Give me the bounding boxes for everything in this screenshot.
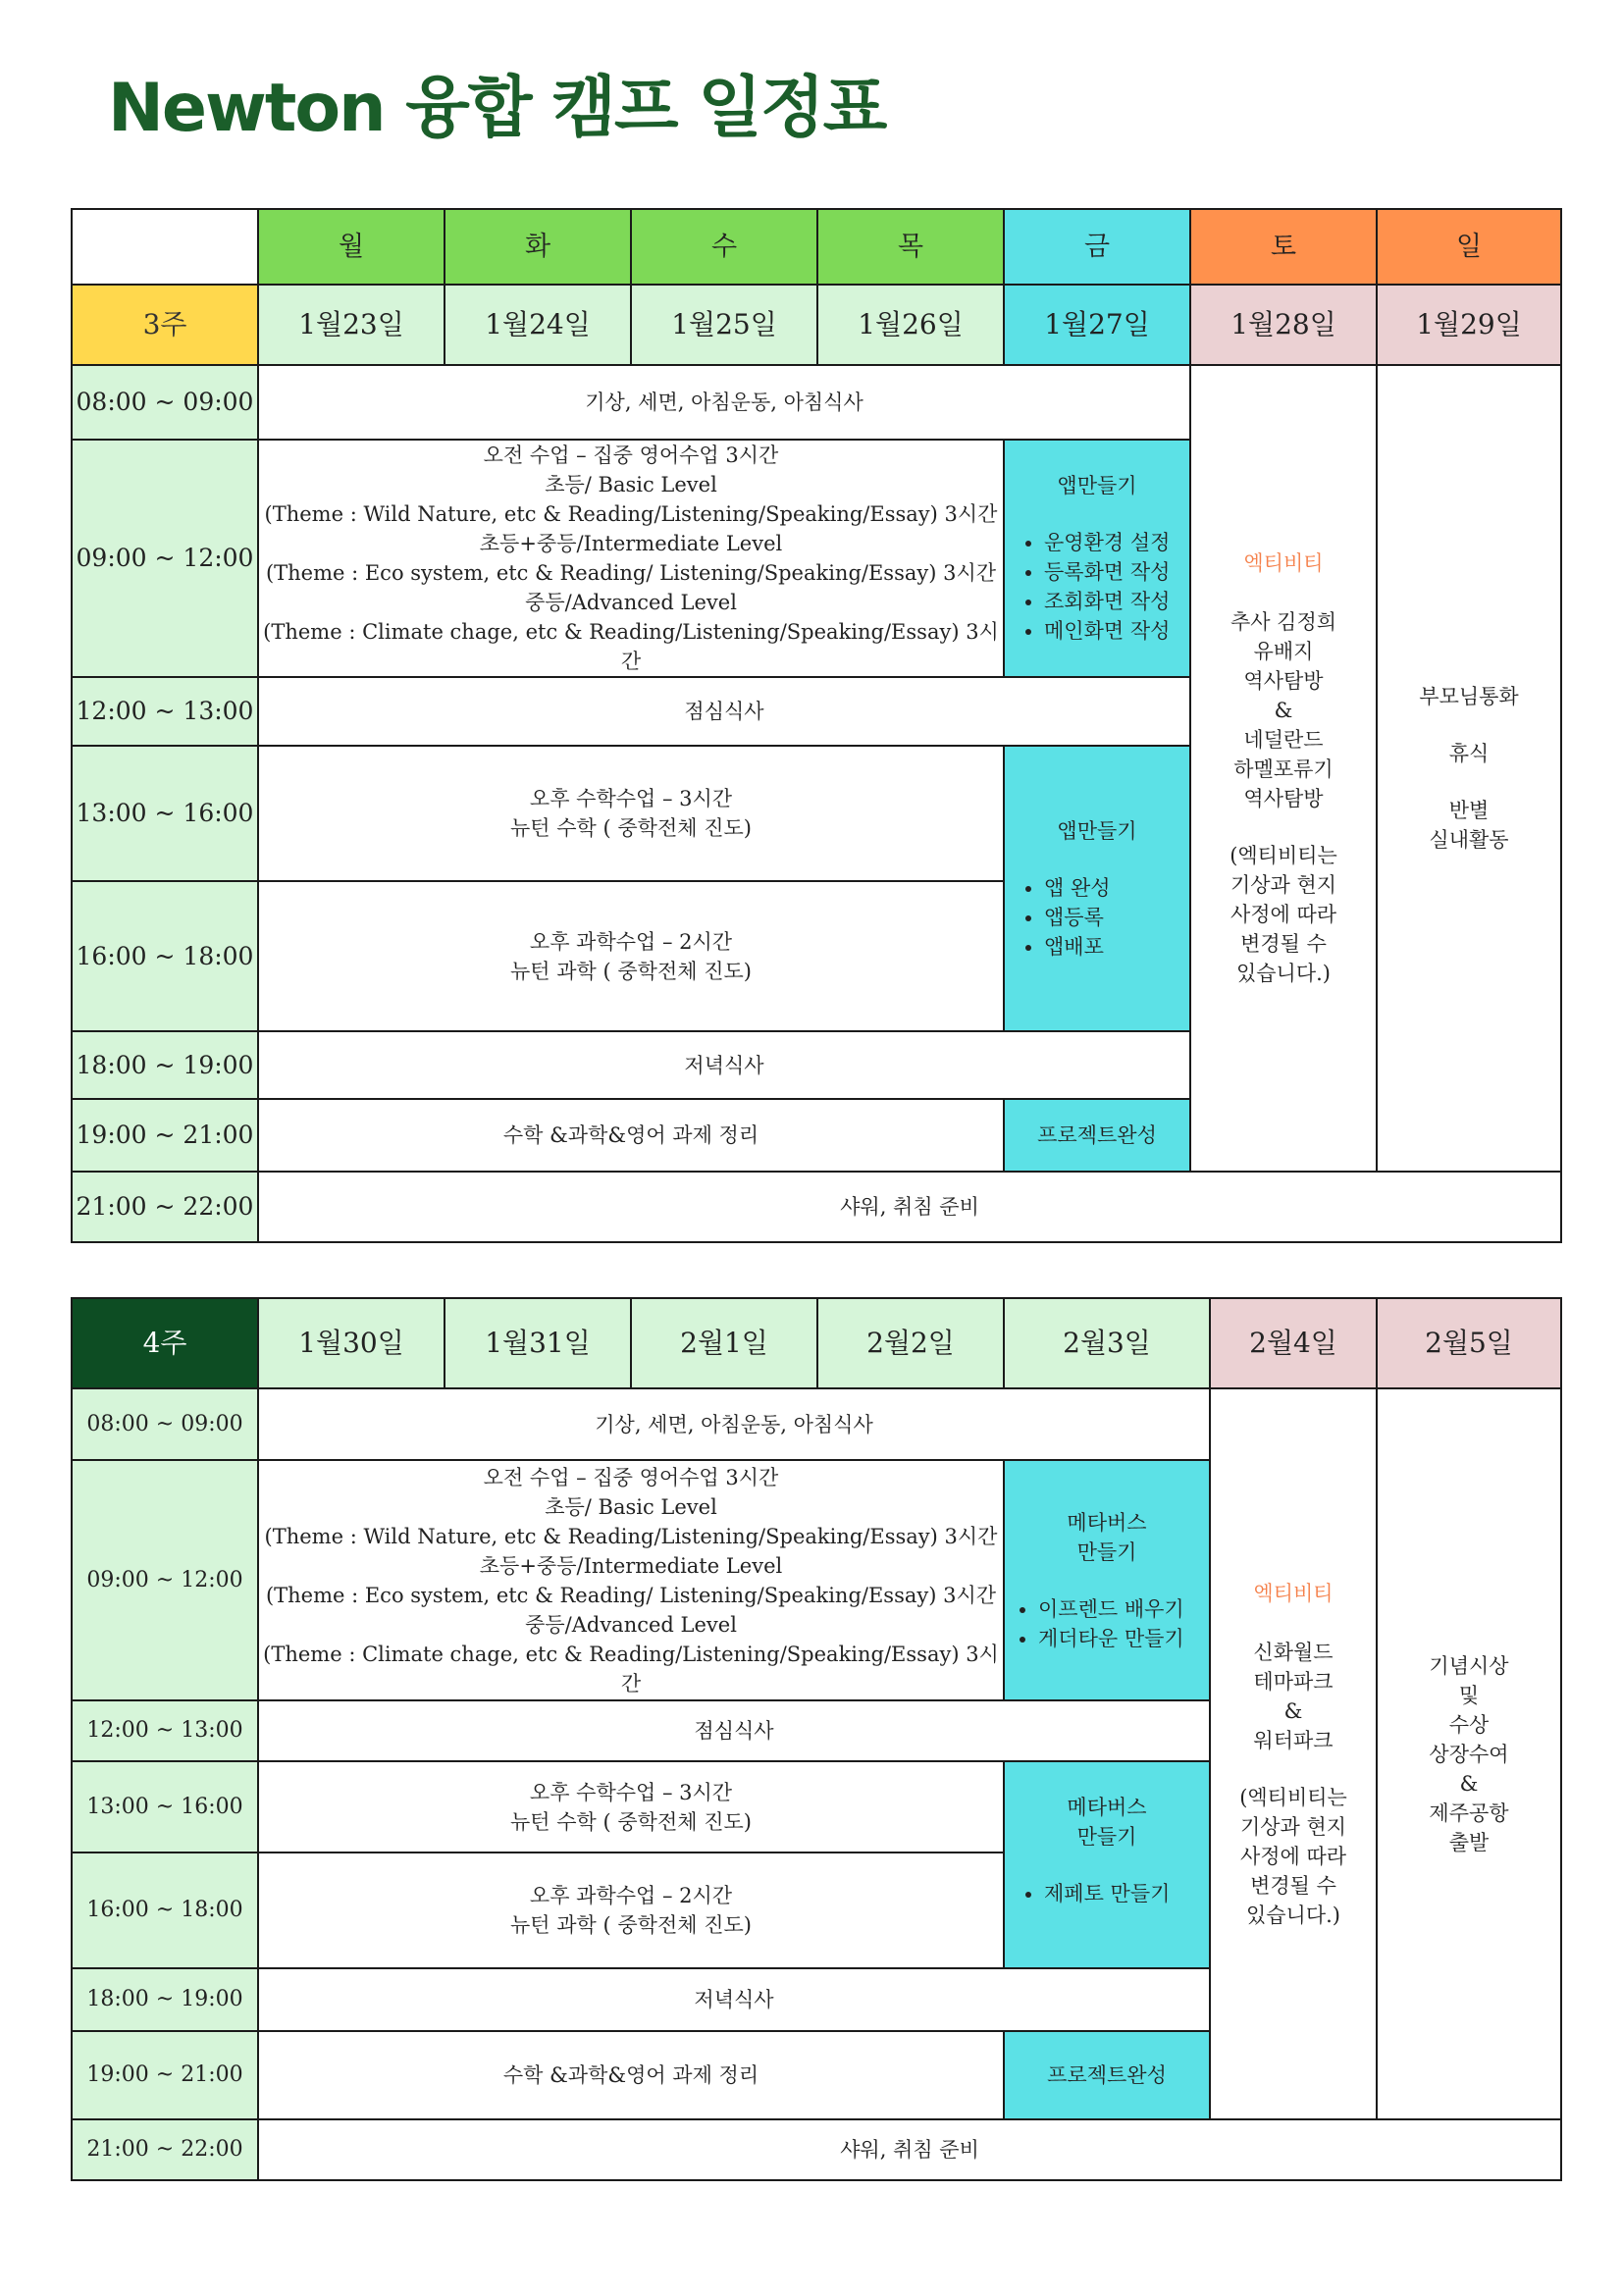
friday-metaverse-cell xyxy=(1004,1460,1210,1700)
project-cell: 프로젝트완성 xyxy=(1004,1099,1190,1172)
date-cell: 1월26일 xyxy=(817,285,1004,365)
time-row xyxy=(72,2119,1561,2180)
time-cell: 21:00 ~ 22:00 xyxy=(72,2119,258,2180)
activity-line: 테마파크 xyxy=(1253,1669,1334,1694)
math-class-cell xyxy=(258,746,1004,881)
science-class-cell xyxy=(258,1852,1004,1968)
morning-line: 초등+중등/Intermediate Level xyxy=(479,1553,783,1578)
activity-line: 유배지 xyxy=(1253,640,1314,663)
friday-metaverse-title: 메타버스 xyxy=(1067,1795,1147,1819)
time-cell: 19:00 ~ 21:00 xyxy=(72,2031,258,2119)
morning-class-cell xyxy=(258,440,1004,677)
sunday-line: 상장수여 xyxy=(1429,1742,1509,1766)
friday-app-cell xyxy=(1004,440,1190,677)
day-fri: 금 xyxy=(1004,209,1190,285)
dinner-cell: 저녁식사 xyxy=(258,1968,1210,2031)
time-cell: 19:00 ~ 21:00 xyxy=(72,1099,258,1172)
morning-line: 중등/Advanced Level xyxy=(525,591,737,614)
week4-schedule-table xyxy=(71,1297,1562,2181)
corner-cell xyxy=(72,209,258,285)
activity-note: 있습니다.) xyxy=(1245,1903,1340,1927)
friday-app-title: 앱만들기 xyxy=(1057,474,1137,497)
time-cell: 12:00 ~ 13:00 xyxy=(72,1700,258,1761)
friday-app-complete-cell xyxy=(1004,746,1190,1031)
shower-cell: 샤워, 취침 준비 xyxy=(258,1172,1561,1242)
math-class-cell xyxy=(258,1761,1004,1852)
list-item: • 게더타운 만들기 xyxy=(1038,1624,1209,1653)
activity-note: 있습니다.) xyxy=(1235,962,1331,985)
activity-line: & xyxy=(1283,1698,1303,1723)
week3-schedule-table xyxy=(71,208,1562,1243)
time-cell: 18:00 ~ 19:00 xyxy=(72,1031,258,1099)
date-cell: 1월25일 xyxy=(631,285,817,365)
sunday-line: 휴식 xyxy=(1448,742,1490,765)
friday-app-list xyxy=(1005,873,1189,962)
science-line: 뉴턴 과학 ( 중학전체 진도) xyxy=(510,1913,752,1937)
morning-line: (Theme : Wild Nature, etc & Reading/Listening/Speaking/Essay) 3시간 xyxy=(264,1524,998,1548)
list-item: • 앱등록 xyxy=(1044,903,1189,932)
morning-line: (Theme : Climate chage, etc & Reading/Listening/Speaking/Essay) 3시간 xyxy=(263,620,999,673)
time-row xyxy=(72,1172,1561,1242)
list-item: • 제페토 만들기 xyxy=(1044,1879,1209,1908)
list-item: • 등록화면 작성 xyxy=(1044,557,1189,587)
activity-note: 사정에 따라 xyxy=(1239,1844,1347,1868)
date-cell: 2월2일 xyxy=(817,1298,1004,1388)
shower-cell: 샤워, 취침 준비 xyxy=(258,2119,1561,2180)
morning-line: (Theme : Wild Nature, etc & Reading/Listening/Speaking/Essay) 3시간 xyxy=(264,502,998,526)
friday-metaverse-title: 메타버스 xyxy=(1067,1510,1147,1535)
activity-line: 네덜란드 xyxy=(1243,728,1324,752)
science-line: 뉴턴 과학 ( 중학전체 진도) xyxy=(510,959,752,983)
activity-line: 신화월드 xyxy=(1253,1640,1334,1664)
sunday-line: 수상 xyxy=(1448,1712,1490,1737)
sunday-line: 출발 xyxy=(1448,1830,1490,1854)
morning-line: (Theme : Climate chage, etc & Reading/Listening/Speaking/Essay) 3시간 xyxy=(263,1642,999,1696)
friday-metaverse-title: 만들기 xyxy=(1076,1539,1137,1564)
activity-line: 역사탐방 xyxy=(1243,669,1324,693)
activity-note: 사정에 따라 xyxy=(1230,903,1337,926)
friday-metaverse-title: 만들기 xyxy=(1076,1824,1137,1849)
activity-line: 역사탐방 xyxy=(1243,787,1324,810)
date-cell: 1월23일 xyxy=(258,285,445,365)
wake-cell: 기상, 세면, 아침운동, 아침식사 xyxy=(258,1388,1210,1460)
activity-note: 기상과 현지 xyxy=(1230,873,1337,897)
morning-line: 오전 수업 – 집중 영어수업 3시간 xyxy=(483,1465,779,1489)
science-line: 오후 과학수업 – 2시간 xyxy=(529,1884,733,1907)
math-line: 뉴턴 수학 ( 중학전체 진도) xyxy=(510,1809,752,1834)
list-item: • 운영환경 설정 xyxy=(1044,528,1189,557)
activity-line: 추사 김정희 xyxy=(1230,610,1337,634)
math-line: 뉴턴 수학 ( 중학전체 진도) xyxy=(510,816,752,840)
morning-line: (Theme : Eco system, etc & Reading/ Listening/Speaking/Essay) 3시간 xyxy=(265,1583,997,1607)
sunday-line: 실내활동 xyxy=(1429,828,1509,852)
time-cell: 09:00 ~ 12:00 xyxy=(72,1460,258,1700)
morning-line: 초등/ Basic Level xyxy=(545,473,717,496)
sunday-cell xyxy=(1377,1388,1561,2119)
time-cell: 08:00 ~ 09:00 xyxy=(72,1388,258,1460)
day-header-row xyxy=(72,209,1561,285)
date-cell: 2월3일 xyxy=(1004,1298,1210,1388)
activity-note: 기상과 현지 xyxy=(1239,1814,1347,1839)
activity-line: & xyxy=(1274,699,1293,722)
date-cell: 1월30일 xyxy=(258,1298,445,1388)
list-item: • 앱배포 xyxy=(1044,932,1189,962)
morning-class-cell xyxy=(258,1460,1004,1700)
date-cell: 2월5일 xyxy=(1377,1298,1561,1388)
spacer xyxy=(1005,1908,1209,1938)
time-cell: 13:00 ~ 16:00 xyxy=(72,746,258,881)
saturday-activity-cell xyxy=(1190,365,1377,1172)
friday-app-title: 앱만들기 xyxy=(1057,818,1137,843)
friday-metaverse-list xyxy=(1005,1879,1209,1908)
friday-app-list xyxy=(1005,528,1189,646)
sunday-line: 및 xyxy=(1458,1683,1480,1707)
time-cell: 09:00 ~ 12:00 xyxy=(72,440,258,677)
morning-line: 오전 수업 – 집중 영어수업 3시간 xyxy=(483,444,779,467)
day-mon: 월 xyxy=(258,209,445,285)
date-cell: 1월28일 xyxy=(1190,285,1377,365)
lunch-cell: 점심식사 xyxy=(258,1700,1210,1761)
activity-line: 하멜포류기 xyxy=(1233,757,1334,781)
week-label: 4주 xyxy=(72,1298,258,1388)
date-row xyxy=(72,285,1561,365)
math-line: 오후 수학수업 – 3시간 xyxy=(529,1780,733,1804)
sunday-cell xyxy=(1377,365,1561,1172)
date-cell: 1월29일 xyxy=(1377,285,1561,365)
day-wed: 수 xyxy=(631,209,817,285)
friday-metaverse-pm-cell xyxy=(1004,1761,1210,1968)
list-item: • 앱 완성 xyxy=(1044,873,1189,903)
sunday-line: 기념시상 xyxy=(1429,1653,1509,1678)
time-cell: 16:00 ~ 18:00 xyxy=(72,881,258,1031)
activity-note: (엑티비티는 xyxy=(1239,1785,1347,1809)
morning-line: 중등/Advanced Level xyxy=(525,1612,737,1637)
time-row xyxy=(72,365,1561,440)
time-cell: 08:00 ~ 09:00 xyxy=(72,365,258,440)
sunday-line: 반별 xyxy=(1448,799,1490,822)
dinner-cell: 저녁식사 xyxy=(258,1031,1190,1099)
morning-line: 초등/ Basic Level xyxy=(545,1494,717,1519)
date-cell: 1월24일 xyxy=(445,285,631,365)
day-sat: 토 xyxy=(1190,209,1377,285)
time-row xyxy=(72,1388,1561,1460)
date-cell: 2월4일 xyxy=(1210,1298,1377,1388)
date-cell: 1월31일 xyxy=(445,1298,631,1388)
activity-heading: 엑티비티 xyxy=(1243,551,1324,575)
list-item: • 조회화면 작성 xyxy=(1044,587,1189,616)
science-line: 오후 과학수업 – 2시간 xyxy=(529,929,733,954)
math-line: 오후 수학수업 – 3시간 xyxy=(529,787,733,810)
day-sun: 일 xyxy=(1377,209,1561,285)
time-cell: 18:00 ~ 19:00 xyxy=(72,1968,258,2031)
sunday-line: 제주공항 xyxy=(1429,1800,1509,1825)
date-cell: 2월1일 xyxy=(631,1298,817,1388)
activity-line: 워터파크 xyxy=(1253,1728,1334,1752)
sunday-line: 부모님통화 xyxy=(1419,685,1519,708)
sunday-line: & xyxy=(1459,1771,1479,1796)
morning-line: 초등+중등/Intermediate Level xyxy=(479,532,783,555)
activity-note: 변경될 수 xyxy=(1250,1873,1336,1898)
time-cell: 13:00 ~ 16:00 xyxy=(72,1761,258,1852)
list-item: • 메인화면 작성 xyxy=(1044,616,1189,646)
activity-heading: 엑티비티 xyxy=(1253,1581,1334,1605)
day-thu: 목 xyxy=(817,209,1004,285)
review-cell: 수학 &과학&영어 과제 정리 xyxy=(258,1099,1004,1172)
date-cell: 1월27일 xyxy=(1004,285,1190,365)
morning-line: (Theme : Eco system, etc & Reading/ Listening/Speaking/Essay) 3시간 xyxy=(265,561,997,585)
time-cell: 21:00 ~ 22:00 xyxy=(72,1172,258,1242)
friday-metaverse-list xyxy=(1005,1594,1209,1653)
day-tue: 화 xyxy=(445,209,631,285)
list-item: • 이프렌드 배우기 xyxy=(1038,1594,1209,1624)
date-row xyxy=(72,1298,1561,1388)
activity-note: (엑티비티는 xyxy=(1230,844,1337,867)
review-cell: 수학 &과학&영어 과제 정리 xyxy=(258,2031,1004,2119)
time-cell: 12:00 ~ 13:00 xyxy=(72,677,258,746)
lunch-cell: 점심식사 xyxy=(258,677,1190,746)
activity-note: 변경될 수 xyxy=(1240,932,1327,956)
page-title: Newton 융합 캠프 일정표 xyxy=(108,70,886,147)
science-class-cell xyxy=(258,881,1004,1031)
saturday-activity-cell xyxy=(1210,1388,1377,2119)
project-cell: 프로젝트완성 xyxy=(1004,2031,1210,2119)
time-cell: 16:00 ~ 18:00 xyxy=(72,1852,258,1968)
wake-cell: 기상, 세면, 아침운동, 아침식사 xyxy=(258,365,1190,440)
week-label: 3주 xyxy=(72,285,258,365)
